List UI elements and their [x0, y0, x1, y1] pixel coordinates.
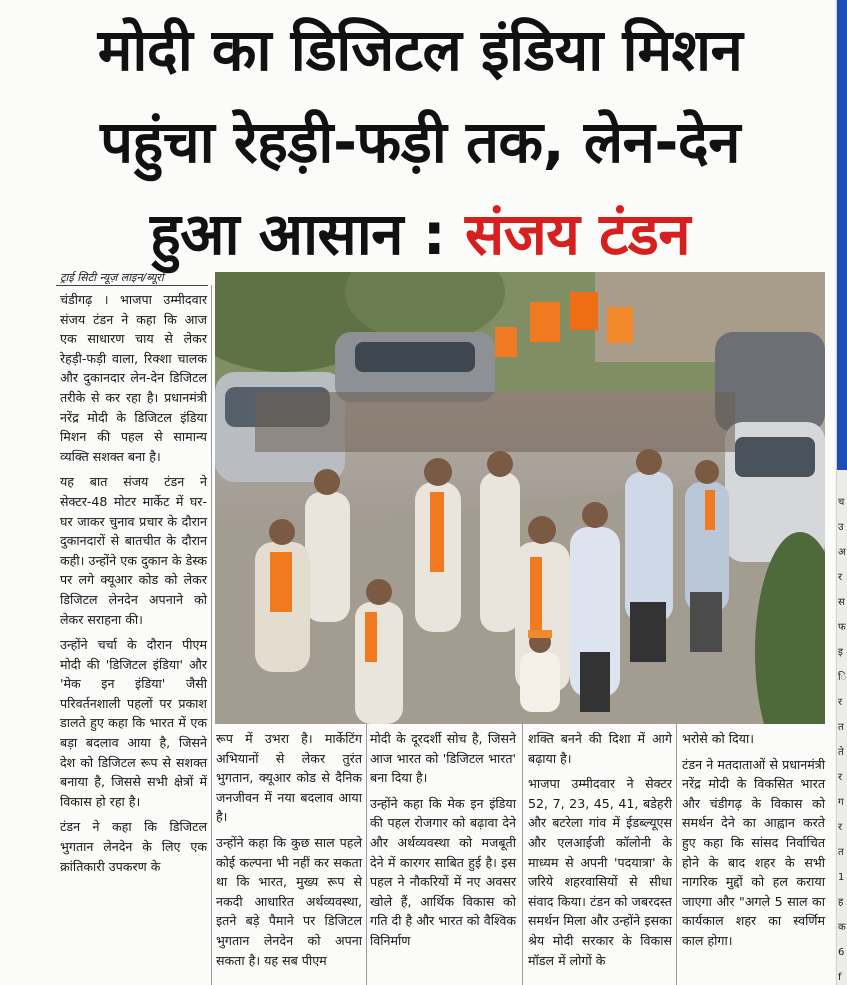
article-column-4 [528, 729, 672, 976]
col1-paragraph-2: यह बात संजय टंडन ने सेक्टर-48 मोटर मार्केट में घर-घर जाकर चुनाव प्रचार के दौरान दुकानदारों से बातचीत के दौरान कही। उन्होंने एक दुकान के डेस्क पर लगे क्यूआर कोड को लेकर डिजिटल लेनदेन अपनाने को लेकर सराहना की। [60, 474, 207, 627]
col3-paragraph-2: उन्होंने कहा कि मेक इन इंडिया की पहल रोजगार को बढ़ावा देने और अर्थव्यवस्था को मजबूती देने में कारगर साबित हुई है। इस पहल ने नौकरियों में नए अवसर खोले हैं, आर्थिक विकास को गति दी है और भारत को वैश्विक विनिर्माण [370, 795, 516, 948]
column-divider [676, 724, 677, 985]
rally-photo [215, 272, 825, 724]
col3-paragraph-1: मोदी के दूरदर्शी सोच है, जिसने आज भारत को 'डिजिटल भारत' बना दिया है। [370, 731, 516, 786]
adjacent-page-edge [836, 0, 847, 985]
headline-highlight: संजय टंडन [465, 200, 691, 268]
col4-paragraph-1: शक्ति बनने की दिशा में आगे बढ़ाया है। [528, 731, 672, 766]
headline [20, 4, 820, 280]
rally-photo-icon [215, 272, 825, 724]
byline: ट्राई सिटी न्यूज़ लाइन/ब्यूरो [60, 271, 164, 284]
article-column-5 [682, 729, 825, 957]
col1-paragraph-1: चंडीगढ़ । भाजपा उम्मीदवार संजय टंडन ने कहा कि आज एक साधारण चाय से लेकर रेहड़ी-फड़ी वाला, रिक्शा चालक और दुकानदार लेन-देन डिजिटल तरीके से कर रहा है। प्रधानमंत्री नरेंद्र मोदी के डिजिटल इंडिया मिशन की पहल से सामान्य व्यक्ति सशक्त बना है। [60, 292, 207, 464]
article-column-2 [216, 729, 362, 976]
headline-line-2: पहुंचा रेहड़ी-फड़ी तक, लेन-देन [100, 108, 740, 176]
col5-paragraph-2: टंडन ने मतदाताओं से प्रधानमंत्री नरेंद्र मोदी के विकसित भारत और चंडीगढ़ के विकास को समर्थन देने का आह्वान करते हुए कहा कि सांसद निर्वाचित होने के बाद शहर के सभी नागरिक मुद्दों को हल कराया जाएगा और "अगले 5 साल का कार्यकाल शहर का स्वर्णिम काल होगा। [682, 756, 825, 948]
headline-line-3-black: हुआ आसान : [149, 200, 465, 268]
col4-paragraph-2: भाजपा उम्मीदवार ने सेक्टर 52, 7, 23, 45, 41, बडेहरी और बटरेला गांव में ईडब्ल्यूएस और एलआईजी कॉलोनी के माध्यम से अपनी 'पदयात्रा' के जरिये शहरवासियों से सीधा संवाद किया। टंडन को जबरदस्त समर्थन मिला और उन्होंने इसका श्रेय मोदी सरकार के विकास मॉडल में लोगों के [528, 776, 672, 968]
article-column-1 [60, 290, 207, 882]
col1-paragraph-3: उन्होंने चर्चा के दौरान पीएम मोदी की 'डिजिटल इंडिया' और 'मेक इन इंडिया' जैसी परिवर्तनशाली पहलों पर प्रकाश डालते हुए कहा कि भारत में एक बड़ा बदलाव आया है, जिसने देश को डिजिटल रूप से सशक्त बनाया है, जिससे सभी क्षेत्रों में विकास हो रहा है। [60, 637, 207, 809]
adjacent-page-text: च उ अ र स फ इ ि र त ते र ग र त 1 ह क 6 f [838, 497, 847, 983]
headline-line-3 [20, 188, 820, 280]
column-divider [366, 724, 367, 985]
col1-paragraph-4: टंडन ने कहा कि डिजिटल भुगतान लेनदेन के लिए एक क्रांतिकारी उपकरण के [60, 819, 207, 874]
col2-paragraph-2: उन्होंने कहा कि कुछ साल पहले कोई कल्पना भी नहीं कर सकता था कि भारत, मुख्य रूप से नकदी आधारित अर्थव्यवस्था, इतने बड़े पैमाने पर डिजिटल भुगतान लेनदेन को अपना सकता है। यह सब पीएम [216, 834, 362, 968]
col2-paragraph-1: रूप में उभरा है। मार्केटिंग अभियानों से लेकर तुरंत भुगतान, क्यूआर कोड से दैनिक जनजीवन में नया बदलाव आया है। [216, 731, 362, 825]
adjacent-page-color-block [837, 0, 847, 470]
article-column-3 [370, 729, 516, 957]
column-divider [522, 724, 523, 985]
headline-line-1: मोदी का डिजिटल इंडिया मिशन [97, 16, 743, 84]
byline-rule [56, 285, 208, 286]
column-divider [211, 285, 212, 985]
col5-paragraph-1: भरोसे को दिया। [682, 731, 755, 746]
